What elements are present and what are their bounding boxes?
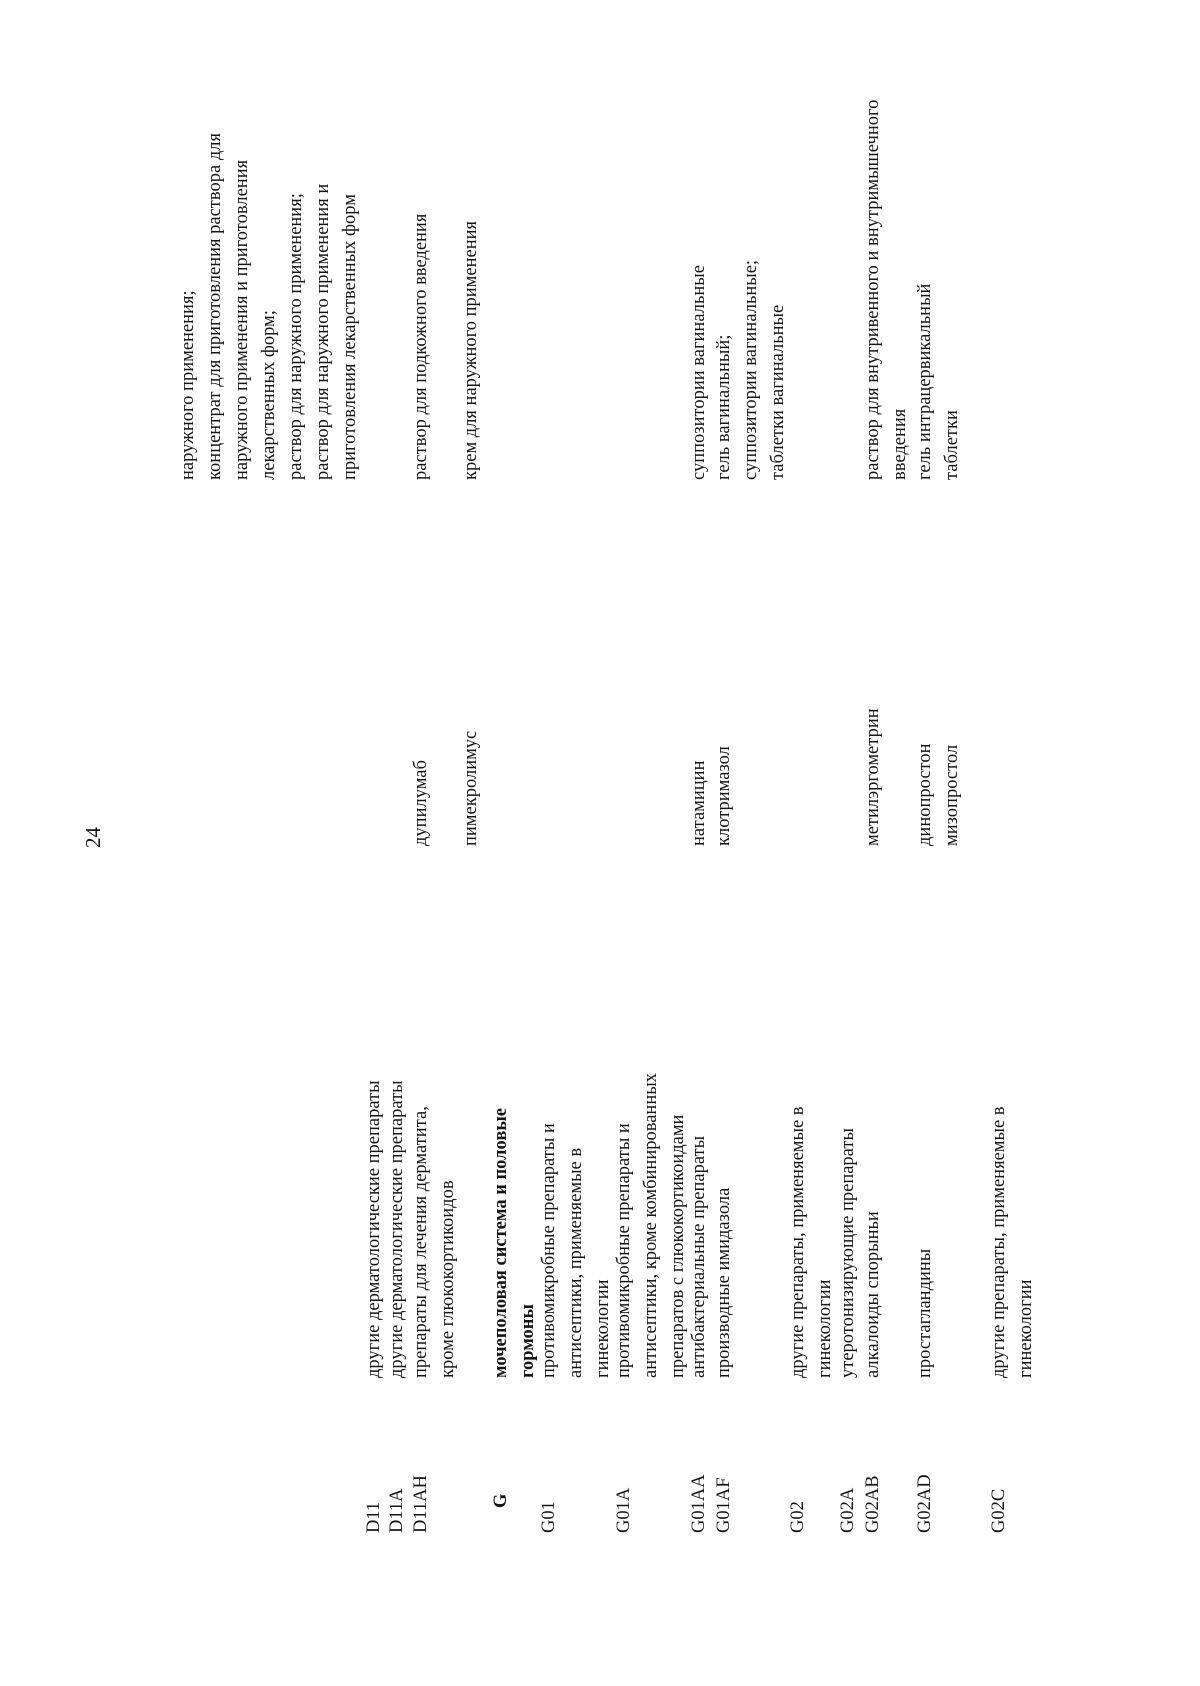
inn-name: динопростон мизопростол	[915, 743, 962, 846]
atc-code: D11AH	[411, 1475, 431, 1533]
inn-name: пимекролимус	[461, 730, 481, 846]
atc-code: G02AB	[863, 1475, 883, 1533]
group-name: простагландины	[915, 1248, 935, 1378]
group-name: алкалоиды спорыньи	[863, 1211, 883, 1378]
dosage-forms: крем для наружного применения	[461, 220, 481, 480]
dosage-forms: гель вагинальный; суппозитории вагинальные; таблетки вагинальные	[714, 259, 788, 480]
dosage-forms: раствор для внутривенного и внутримышечного введения	[863, 99, 910, 480]
group-name: другие препараты, применяемые в гинекологии	[989, 1106, 1036, 1378]
atc-code: G02AD	[915, 1474, 935, 1533]
atc-code: G01AA	[689, 1474, 709, 1533]
group-name: производные имидазола	[714, 1187, 734, 1378]
group-name: другие препараты, применяемые в гинекологии	[788, 1106, 835, 1378]
group-name: антибактериальные препараты	[689, 1135, 709, 1378]
group-name: противомикробные препараты и антисептики, кроме комбинированных препаратов с глюкокортикоидами	[614, 1073, 688, 1378]
group-name: противомикробные препараты и антисептики, применяемые в гинекологии	[539, 1123, 613, 1378]
inn-name: клотримазол	[714, 746, 734, 846]
atc-code: D11	[364, 1501, 384, 1533]
inn-name: метилэргометрин	[863, 708, 883, 846]
group-name: утеротонизирующие препараты	[838, 1128, 858, 1378]
inn-name: дупилумаб	[411, 760, 431, 846]
group-name: другие дерматологические препараты	[364, 1080, 384, 1378]
atc-code: G02	[788, 1501, 808, 1533]
atc-code: G01A	[614, 1487, 634, 1533]
dosage-forms: наружного применения; концентрат для приготовления раствора для наружного применения и приготовления лекарственных форм; раствор для наружного применения; раствор для наружного применения и приготовления лекарственных форм	[178, 133, 360, 480]
group-name: препараты для лечения дерматита, кроме глюкокортикоидов	[411, 1106, 458, 1378]
dosage-forms: гель интрацервикальный таблетки	[915, 283, 962, 480]
atc-code: G01AF	[714, 1477, 734, 1533]
atc-code: G01	[539, 1501, 559, 1533]
atc-code: G02C	[989, 1488, 1009, 1533]
atc-code: D11A	[387, 1488, 407, 1533]
dosage-forms: суппозитории вагинальные	[689, 265, 709, 480]
inn-name: натамицин	[689, 760, 709, 846]
atc-code: G02A	[838, 1487, 858, 1533]
group-name: другие дерматологические препараты	[387, 1080, 407, 1378]
dosage-forms: раствор для подкожного введения	[411, 213, 431, 480]
group-name: мочеполовая система и половые гормоны	[491, 1108, 538, 1378]
atc-code: G	[491, 1493, 511, 1508]
page-number: 24	[81, 827, 105, 848]
